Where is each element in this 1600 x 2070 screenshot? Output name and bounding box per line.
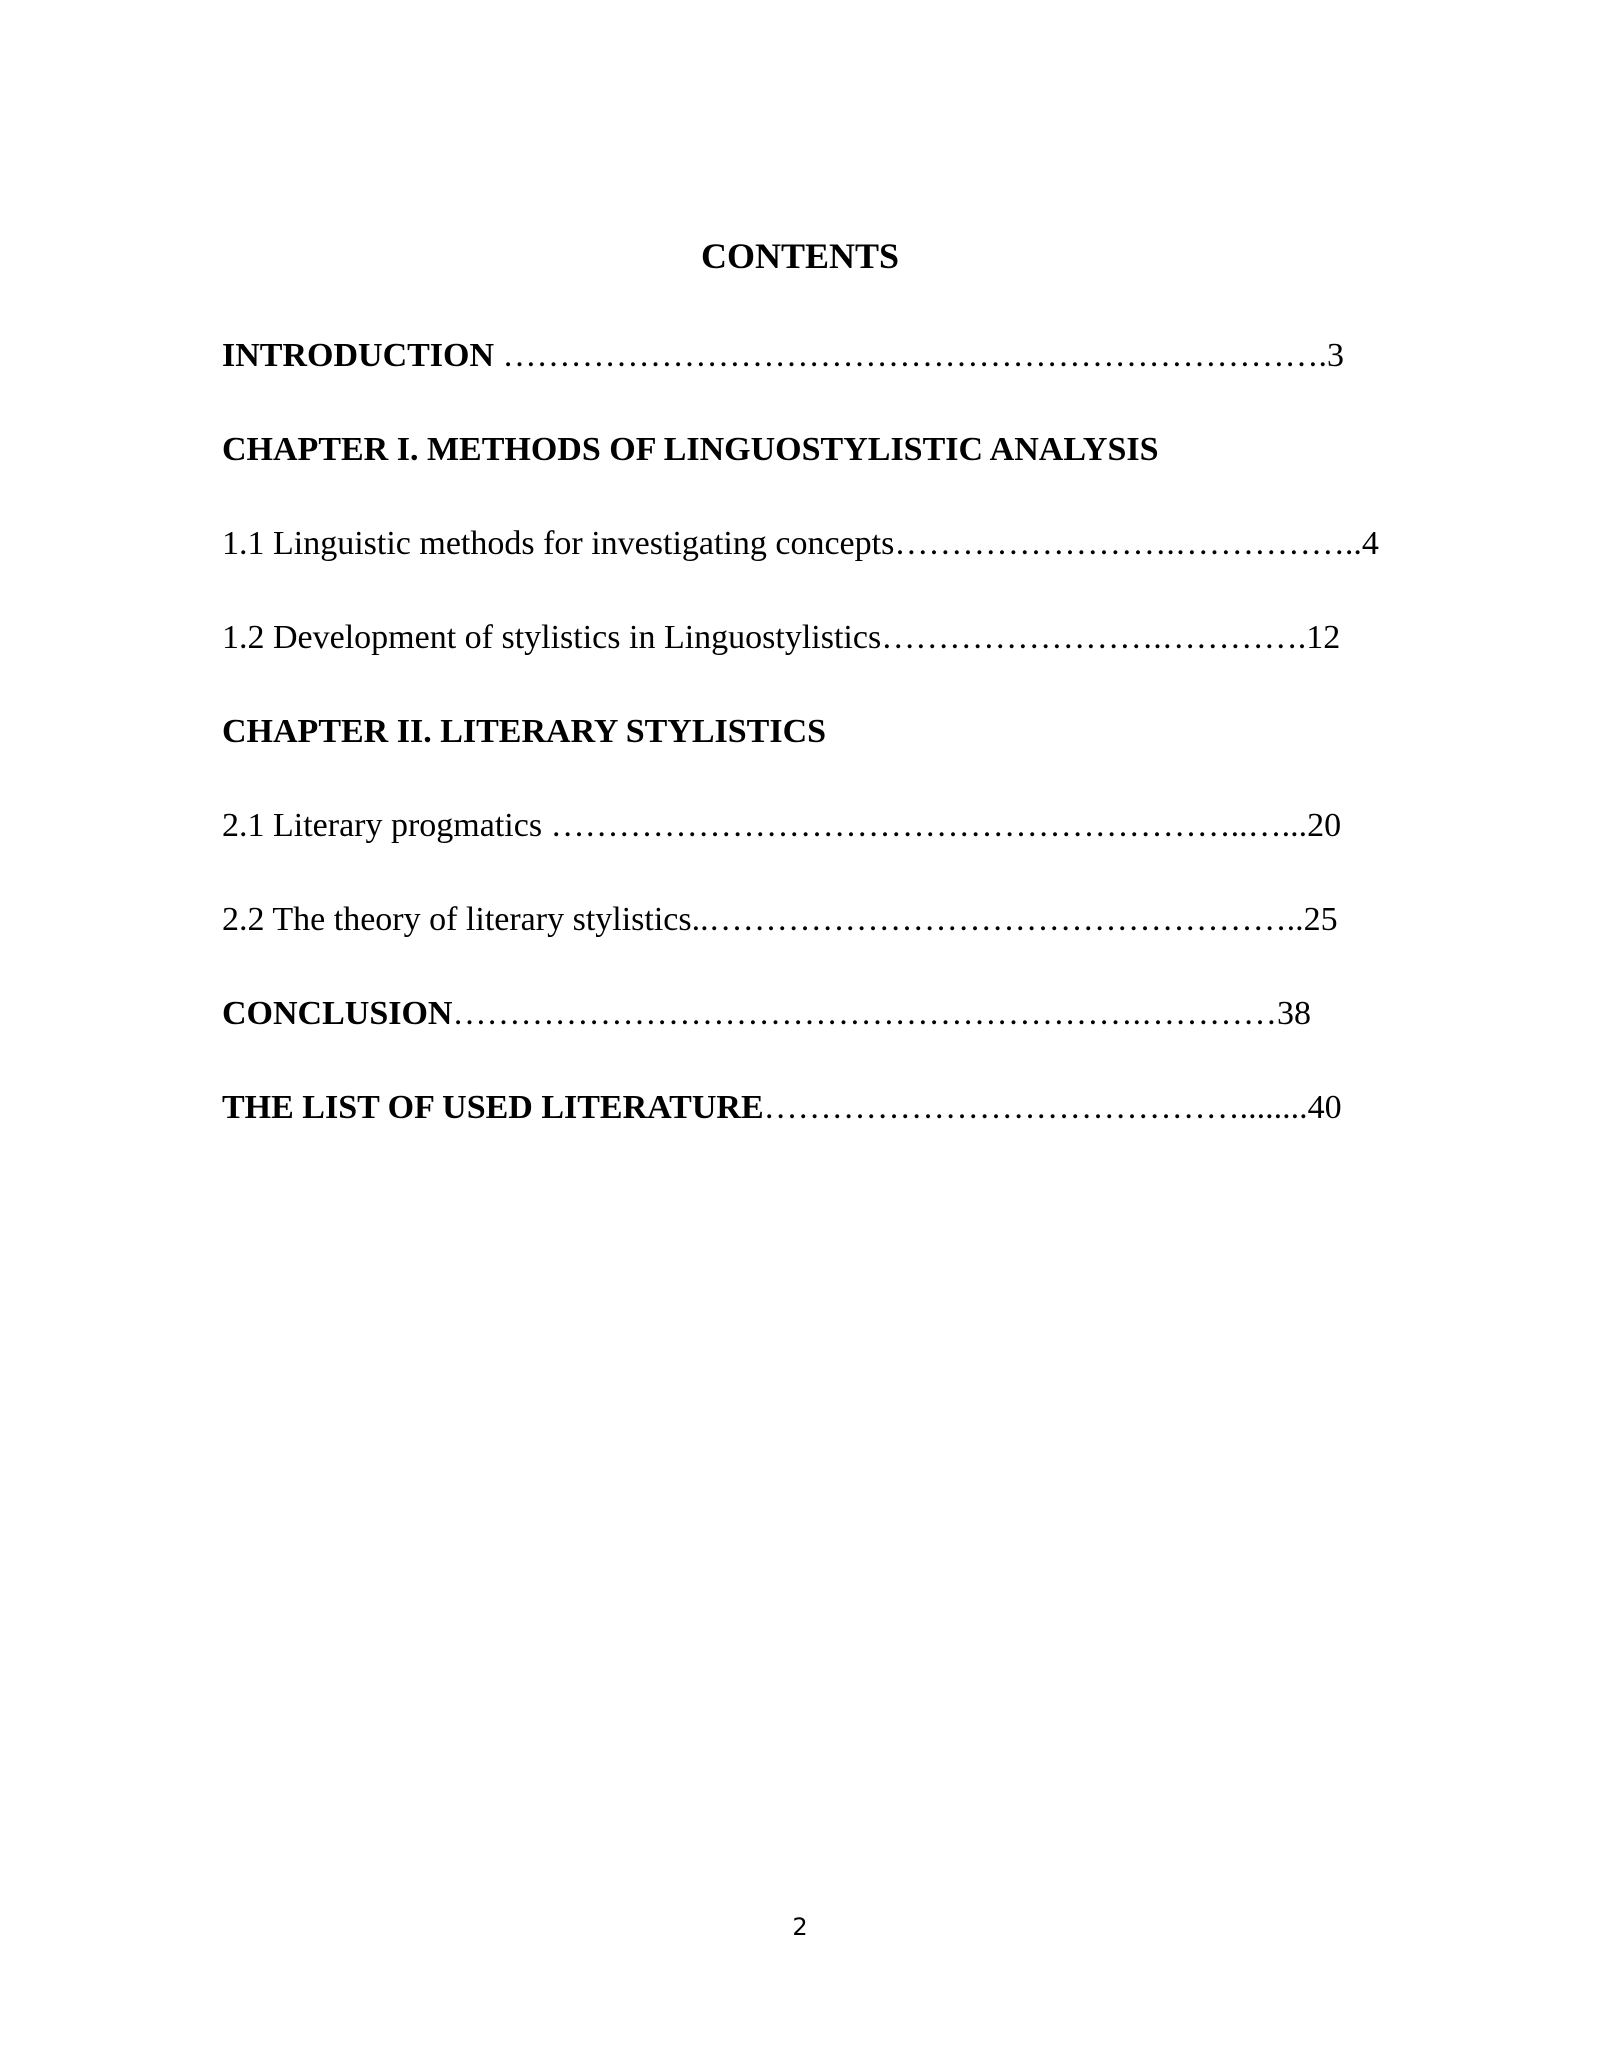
toc-entry-label: CHAPTER II. LITERARY STYLISTICS [222,713,827,750]
toc-page-number: 12 [1306,619,1341,656]
toc-entry-introduction [222,334,1344,378]
toc-page-number: 4 [1361,525,1379,562]
toc-page-number: 3 [1327,337,1345,374]
toc-entry-label: 1.1 Linguistic methods for investigating concepts [222,525,895,562]
toc-chapter-2-heading [222,710,826,754]
toc-entry-conclusion [222,992,1311,1036]
toc-leader-dots: ……………………………………........ [763,1089,1308,1126]
toc-leader-dots: …………………….…………….. [894,525,1362,562]
toc-entry-label: THE LIST OF USED LITERATURE [222,1089,764,1126]
toc-leader-dots: .…………………………………………….. [700,901,1304,938]
toc-leader-dots: ………………………………………………………………. [494,337,1328,374]
toc-leader-dots: ……………………………………………………..…... [542,807,1308,844]
toc-page-number: 20 [1307,807,1342,844]
toc-entry-label: INTRODUCTION [222,337,495,374]
toc-entry-2-2 [222,898,1338,942]
contents-title: CONTENTS [700,236,900,276]
toc-entry-1-1 [222,522,1379,566]
toc-entry-label: CHAPTER I. METHODS OF LINGUOSTYLISTIC ANALYSIS [222,431,1159,468]
page-number-footer: 2 [792,1913,808,1941]
toc-chapter-1-heading [222,428,1159,472]
toc-entry-label: CONCLUSION [222,995,453,1032]
toc-entry-1-2 [222,616,1340,660]
toc-entry-literature [222,1086,1342,1130]
toc-entry-label: 1.2 Development of stylistics in Linguostylistics [222,619,882,656]
toc-page-number: 25 [1303,901,1338,938]
toc-page-number: 40 [1307,1089,1342,1126]
toc-leader-dots: …………………….…………. [881,619,1307,656]
toc-entry-label: 2.2 The theory of literary stylistics. [222,901,701,938]
toc-entry-2-1 [222,804,1341,848]
toc-entry-label: 2.1 Literary progmatics [222,807,543,844]
toc-leader-dots: …………………………………………………….………… [452,995,1277,1032]
toc-page-number: 38 [1276,995,1311,1032]
